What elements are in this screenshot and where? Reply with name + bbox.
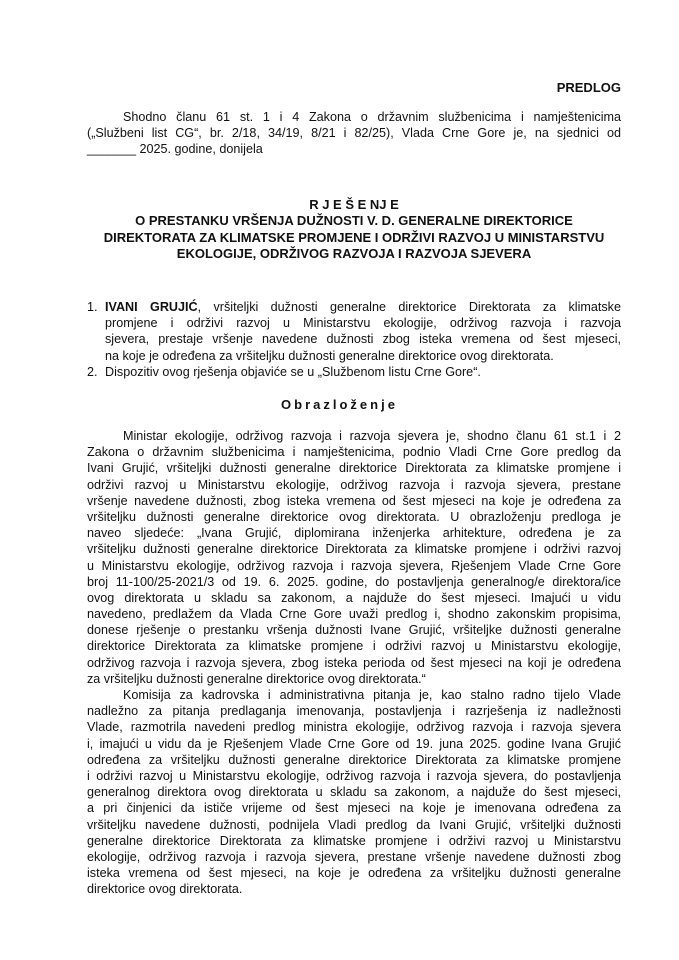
item-text: , vršiteljki dužnosti generalne direktorice Direktorata za klimatske [197, 300, 621, 314]
paragraph-line: i održivi razvoj u Ministarstvu ekologije, održivog razvoja i razvoja sjevera, do postavljenja [87, 768, 621, 783]
paragraph-line: ovog direktorata u skladu sa zakonom, a najduže do šest mjeseci. Imajući u vidu [87, 590, 621, 605]
paragraph-line: i, imajući u vidu da je Rješenjem Vlade Crne Gore od 19. juna 2025. godine Ivana Grujić [87, 736, 621, 751]
paragraph-line: isteka vremena od šest mjeseci, na koje je određena za vršiteljku dužnosti generalne [87, 866, 621, 881]
dispositive-list [87, 299, 621, 380]
item-number: 1. [87, 300, 98, 314]
decision-title [60, 197, 648, 262]
paragraph-line: održivi razvoj u Ministarstvu ekologije, održivog razvoja i razvoja sjevera, prestane [87, 477, 621, 492]
intro-line: Shodno članu 61 st. 1 i 4 Zakona o državnim službenicima i namještenicima [123, 110, 621, 124]
document-status-label: PREDLOG [556, 80, 621, 95]
paragraph-line: nadležno za pitanja predlaganja imenovanja, postavljenja i razrješenja iz nadležnosti [87, 704, 621, 719]
reasoning-heading: Obrazloženje [281, 397, 398, 412]
reasoning-paragraph [87, 428, 621, 687]
item-number: 2. [87, 364, 98, 379]
paragraph-line: u Ministarstvu ekologije, održivog razvoja i razvoja sjevera, Rješenjem Vlade Crne Gore [87, 558, 621, 573]
paragraph-line: vršiteljku dužnosti generalne direktorice Direktorata za klimatske promjene i održivi razvoj [87, 542, 621, 557]
paragraph-line: Ministar ekologije, održivog razvoja i razvoja sjevera je, shodno članu 61 st.1 i 2 [123, 429, 621, 443]
item-line: na koje je određena za vršiteljku dužnosti generalne direktorice ovog direktorata. [105, 348, 554, 363]
paragraph-line: određena za vršiteljku dužnosti generalne direktorice Direktorata za klimatske promjene [87, 752, 621, 767]
intro-line: („Službeni list CG“, br. 2/18, 34/19, 8/21 i 82/25), Vlada Crne Gore je, na sjednici od [87, 126, 621, 141]
paragraph-line: a pri činjenici da ističe vrijeme od šest mjeseci na koje je imenovana određena za [87, 801, 621, 816]
paragraph-line: Zakona o državnim službenicima i namještenicima, podnio Vladi Crne Gore predlog da [87, 445, 621, 460]
paragraph-line: vršiteljku navedene dužnosti, podnijela Vladi predlog da Ivani Grujić, vršiteljki dužnosti [87, 817, 621, 832]
item-line: Dispozitiv ovog rješenja objaviće se u „Službenom listu Crne Gore“. [105, 364, 481, 379]
paragraph-line: navedeno, predlažem da Vlada Crne Gore uvaži predlog i, shodno zakonskim propisima, [87, 607, 621, 622]
paragraph-line: Ivani Grujić, vršiteljki dužnosti generalne direktorice Direktorata za klimatske promjene i [87, 461, 621, 476]
paragraph-line: generalne direktorice Direktorata za klimatske promjene i održivi razvoj u Ministarstvu [87, 833, 621, 848]
paragraph-line: direktorice Direktorata za klimatske promjene i održivi razvoj u Ministarstvu ekologije, [87, 639, 621, 654]
paragraph-line: vršiteljku dužnosti generalne direktorice ovog direktorata. U obrazloženju predloga je [87, 509, 621, 524]
title-line: O PRESTANKU VRŠENJA DUŽNOSTI V. D. GENERALNE DIREKTORICE [135, 213, 573, 229]
intro-line: _______ 2025. godine, donijela [87, 142, 263, 157]
item-line: sjevera, prestaje vršenje navedene dužnosti zbog isteka vremena od šest mjeseci, [105, 332, 621, 347]
reasoning-paragraph [87, 687, 621, 897]
paragraph-line: broj 11-100/25-2021/3 od 19. 6. 2025. godine, do postavljenja generalnog/e direktora/ice [87, 574, 621, 589]
paragraph-line: direktorice ovog direktorata. [87, 882, 243, 897]
paragraph-line: Vlade, razmotrila navedeni predlog ministra ekologije, održivog razvoja i razvoja sjevera [87, 720, 621, 735]
intro-paragraph [87, 109, 621, 158]
dispositive-item [87, 364, 621, 380]
paragraph-line: vršenje navedene dužnosti, zbog isteka vremena od šest mjeseci na koje je određena za [87, 493, 621, 508]
reasoning-body [87, 428, 621, 897]
paragraph-line: generalnog direktora ovog direktorata u skladu sa zakonom, a najduže do šest mjeseci, [87, 785, 621, 800]
title-line: DIREKTORATA ZA KLIMATSKE PROMJENE I ODRŽIVI RAZVOJ U MINISTARSTVU [103, 229, 605, 245]
item-line [105, 299, 621, 315]
paragraph-line: za vršiteljku dužnosti generalne direktorice ovog direktorata.“ [87, 671, 426, 686]
paragraph-line: donese rješenje o prestanku vršenja dužnosti Ivane Grujić, vršiteljke dužnosti generalne [87, 623, 621, 638]
paragraph-line: Komisija za kadrovska i administrativna pitanja je, kao stalno radno tijelo Vlade [123, 688, 621, 702]
decision-heading: R J E Š E NJ E [309, 197, 399, 212]
title-line: EKOLOGIJE, ODRŽIVOG RAZVOJA I RAZVOJA SJEVERA [176, 245, 532, 261]
paragraph-line: održivog razvoja i razvoja sjevera, zbog isteka perioda od šest mjeseci na koji je određena [87, 655, 621, 670]
item-line: promjene i održivi razvoj u Ministarstvu ekologije, održivog razvoja i razvoja [105, 316, 621, 331]
paragraph-line: naveo sljedeće: „Ivana Grujić, diplomirana inženjerka arhitekture, određena je za [87, 526, 621, 541]
paragraph-line: ekologije, održivog razvoja i razvoja sjevera, prestane vršenje navedene dužnosti zbog [87, 849, 621, 864]
person-name: IVANI GRUJIĆ [105, 300, 198, 314]
dispositive-item [87, 299, 621, 364]
